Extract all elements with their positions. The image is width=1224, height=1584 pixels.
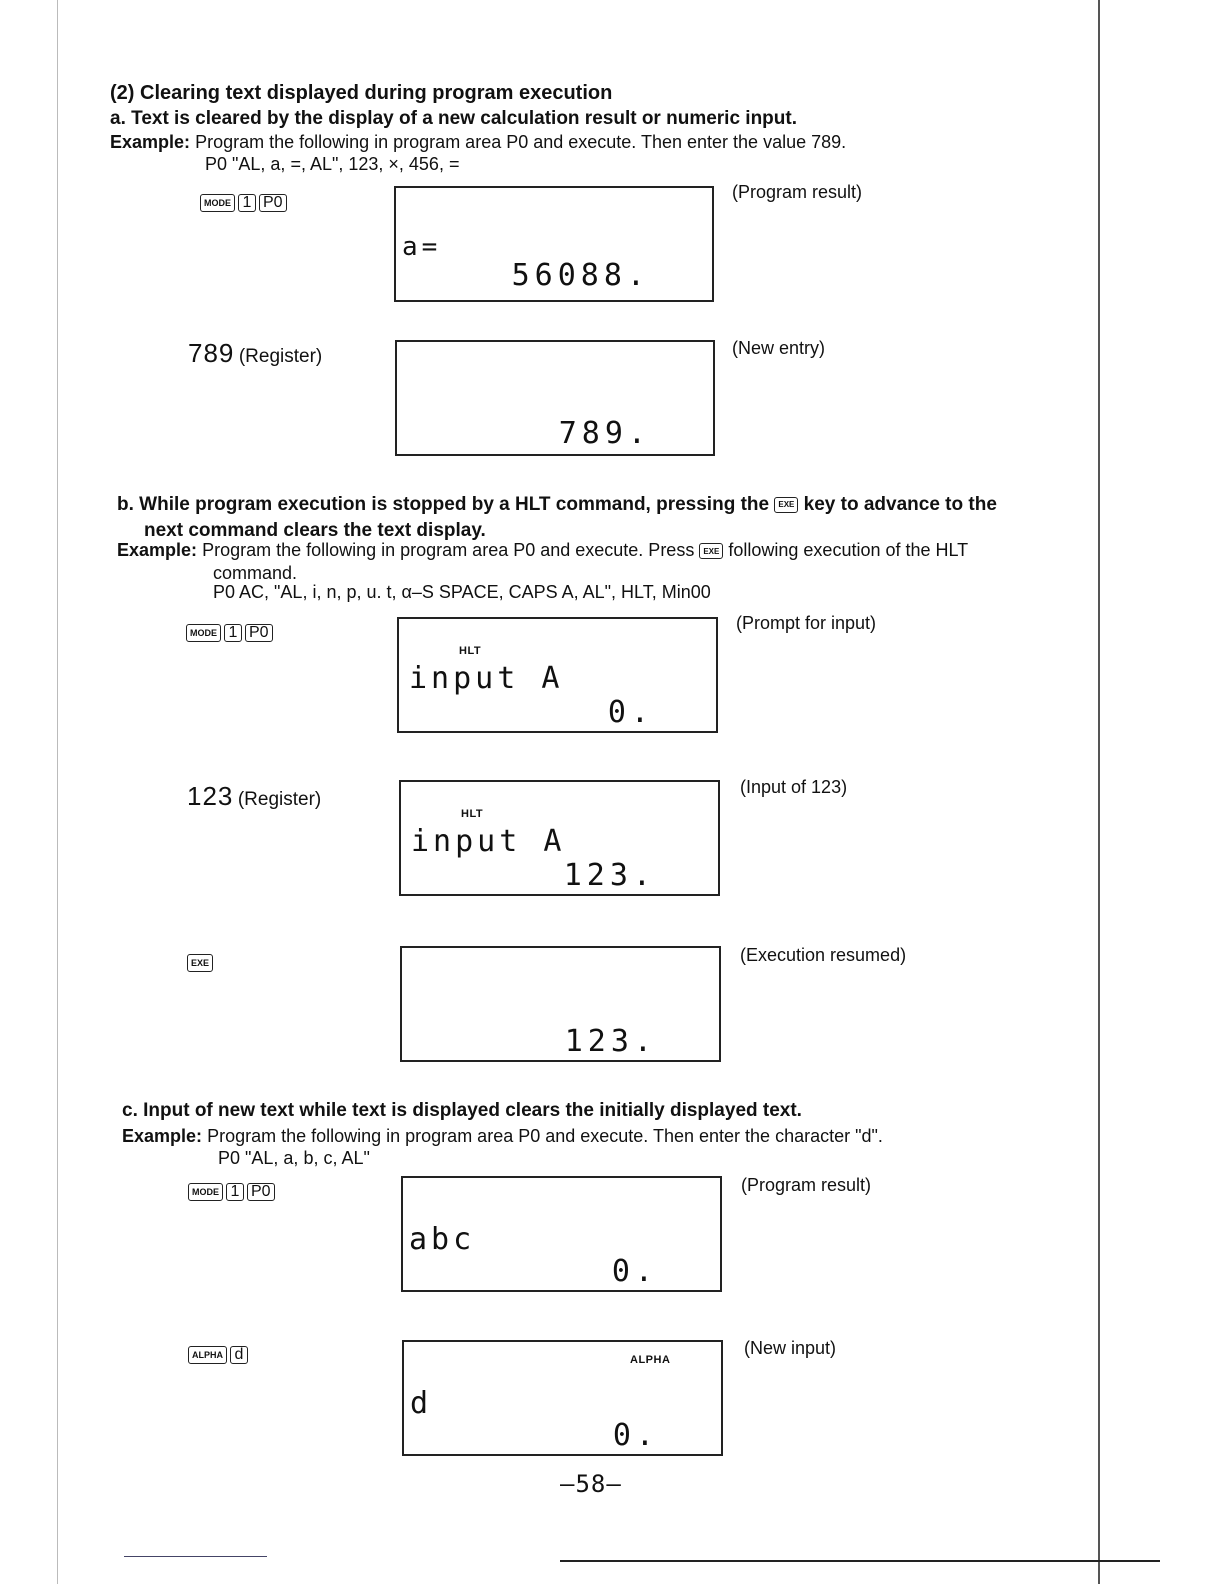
one-key[interactable]: 1 <box>226 1183 244 1201</box>
part-c-example <box>122 1126 883 1147</box>
heading-post: key to advance to the <box>803 494 997 515</box>
part-b-note-2: (Input of 123) <box>740 777 848 797</box>
part-b-example <box>117 540 968 561</box>
part-b-step3-keys <box>187 954 213 972</box>
part-c-step1-keys <box>188 1183 275 1201</box>
p0-key[interactable]: P0 <box>245 624 273 642</box>
part-b-display-1 <box>397 617 718 733</box>
part-b-display-3 <box>400 946 721 1062</box>
right-margin-line <box>1098 0 1100 1584</box>
part-c-program-line: P0 "AL, a, b, c, AL" <box>218 1148 370 1168</box>
display-text: input A <box>411 824 566 859</box>
example-text-pre: Program the following in program area P0 and execute. Press <box>202 540 695 560</box>
part-b-step1-keys <box>186 624 273 642</box>
exe-key-icon: EXE <box>699 543 723 559</box>
display-value: 123. <box>564 1024 657 1059</box>
hlt-indicator: HLT <box>461 808 484 820</box>
alpha-key[interactable]: ALPHA <box>188 1346 227 1364</box>
part-c-display-2 <box>402 1340 723 1456</box>
register-label: (Register) <box>238 346 323 367</box>
display-value: 56088. <box>511 258 650 293</box>
p0-key[interactable]: P0 <box>247 1183 275 1201</box>
mode-key[interactable]: MODE <box>200 194 235 212</box>
part-a-step2-input <box>188 338 322 369</box>
display-value: 0. <box>612 1418 659 1453</box>
alpha-indicator: ALPHA <box>630 1354 671 1366</box>
part-a-note-2: (New entry) <box>732 338 826 358</box>
display-value: 0. <box>607 695 654 730</box>
section-title: (2) Clearing text displayed during program execution <box>110 82 613 104</box>
part-b-heading-line2: next command clears the text display. <box>144 520 486 541</box>
example-text-post: following execution of the HLT <box>728 540 969 560</box>
example-text: Program the following in program area P0 and execute. Then enter the value 789. <box>195 132 847 152</box>
part-b-example-line2: command. <box>213 563 298 583</box>
bottom-rule-right <box>560 1560 1160 1562</box>
mode-key[interactable]: MODE <box>188 1183 223 1201</box>
part-b-display-2 <box>399 780 720 896</box>
part-a-program-line: P0 "AL, a, =, AL", 123, ×, 456, = <box>205 154 460 174</box>
part-a-note-1: (Program result) <box>732 182 863 202</box>
display-value: 789. <box>558 416 651 451</box>
part-a-example <box>110 132 846 153</box>
part-c-heading: c. Input of new text while text is displayed clears the initially displayed text. <box>122 1100 802 1121</box>
part-a-display-1 <box>394 186 714 302</box>
display-text: d <box>410 1386 433 1421</box>
part-b-note-1: (Prompt for input) <box>736 613 877 633</box>
example-label: Example: <box>117 540 198 560</box>
part-c-note-2: (New input) <box>744 1338 837 1358</box>
bottom-rule-left <box>124 1556 267 1557</box>
mode-key[interactable]: MODE <box>186 624 221 642</box>
part-a-display-2 <box>395 340 715 456</box>
left-margin-line <box>57 0 58 1584</box>
example-label: Example: <box>122 1126 203 1146</box>
one-key[interactable]: 1 <box>224 624 242 642</box>
display-value: 0. <box>611 1254 658 1289</box>
part-c-step2-keys <box>188 1346 248 1364</box>
display-text: a= <box>402 232 442 262</box>
hlt-indicator: HLT <box>459 645 482 657</box>
register-value: 789 <box>188 338 235 368</box>
part-b-note-3: (Execution resumed) <box>740 945 907 965</box>
page-number: –58– <box>560 1470 622 1498</box>
exe-key[interactable]: EXE <box>187 954 213 972</box>
register-value: 123 <box>187 781 234 811</box>
part-a-step1-keys <box>200 194 287 212</box>
d-key[interactable]: d <box>230 1346 248 1364</box>
example-label: Example: <box>110 132 191 152</box>
exe-key-icon: EXE <box>774 497 798 513</box>
part-b-program-line: P0 AC, "AL, i, n, p, u. t, α–S SPACE, CAPS A, AL", HLT, Min00 <box>213 582 711 602</box>
display-text: abc <box>409 1222 476 1257</box>
one-key[interactable]: 1 <box>238 194 256 212</box>
display-value: 123. <box>563 858 656 893</box>
part-a-heading: a. Text is cleared by the display of a new calculation result or numeric input. <box>110 108 797 129</box>
heading-pre: b. While program execution is stopped by a HLT command, pressing the <box>117 494 770 515</box>
display-text: input A <box>409 661 564 696</box>
part-b-step2-input <box>187 781 321 812</box>
part-c-display-1 <box>401 1176 722 1292</box>
p0-key[interactable]: P0 <box>259 194 287 212</box>
register-label: (Register) <box>237 789 322 810</box>
example-text: Program the following in program area P0 and execute. Then enter the character "d". <box>207 1126 883 1146</box>
part-c-note-1: (Program result) <box>741 1175 872 1195</box>
part-b-heading-line1 <box>117 494 997 516</box>
